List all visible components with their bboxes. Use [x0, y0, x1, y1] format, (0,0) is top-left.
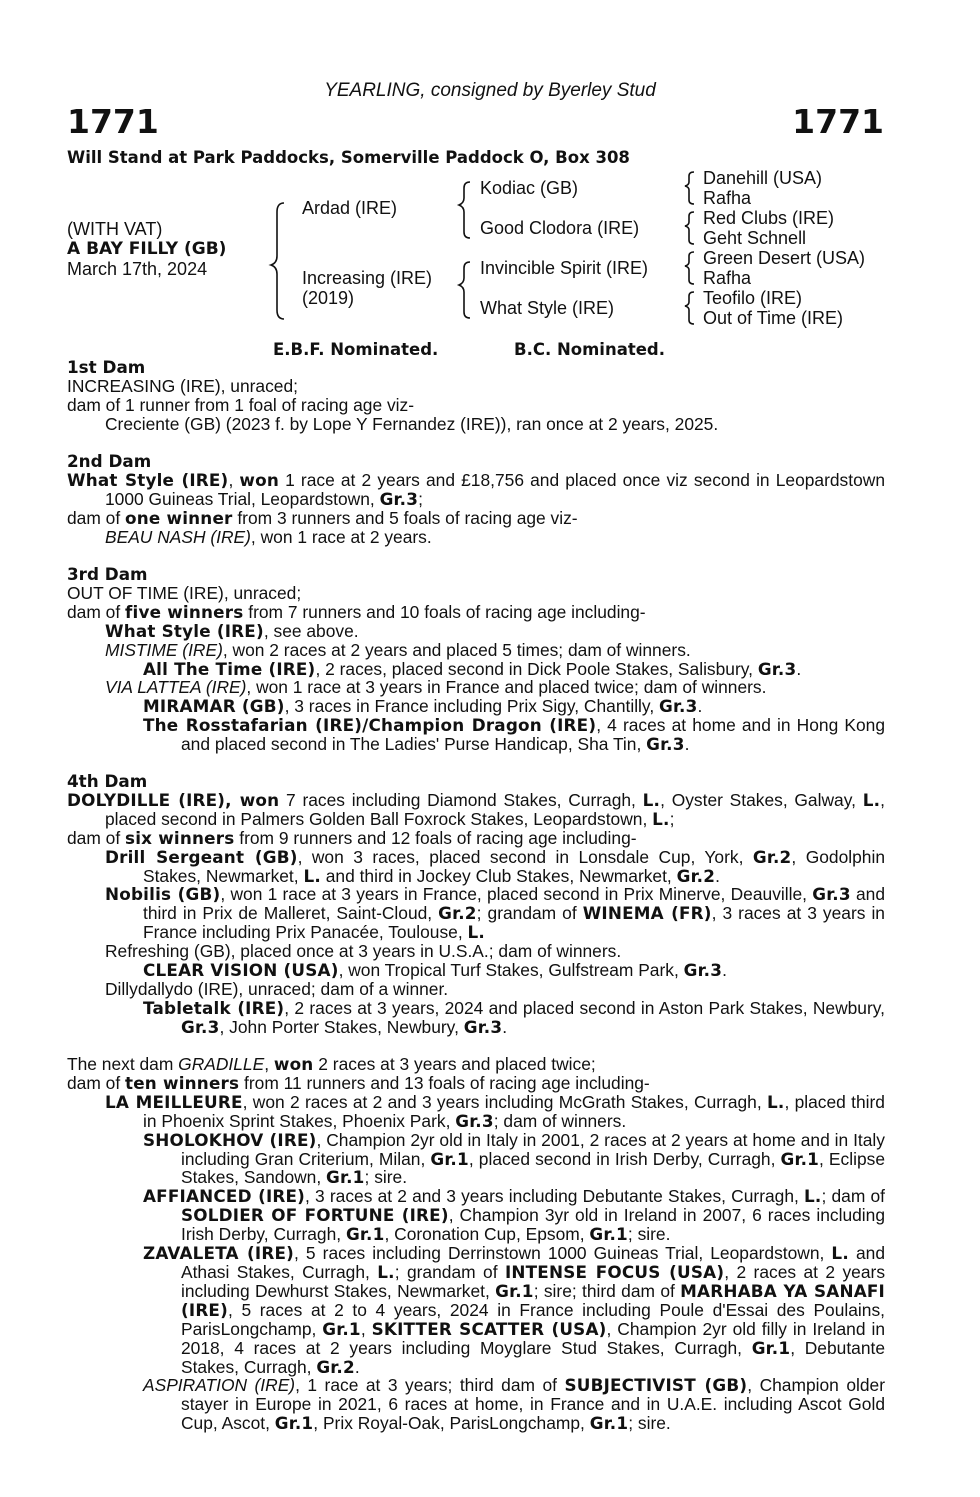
second-dam-heading: 2nd Dam [67, 451, 152, 471]
bc-nominated: B.C. Nominated. [514, 340, 665, 359]
pedigree-sire-dam: Good Clodora (IRE) [480, 218, 640, 238]
brace-g3 [685, 252, 694, 284]
foaling-date: March 17th, 2024 [67, 259, 208, 279]
pedigree-g3-4: Geht Schnell [703, 228, 807, 248]
consignment-subtitle: YEARLING, consigned by Byerley Stud [324, 80, 656, 101]
brace-sire [459, 182, 470, 238]
ebf-nominated: E.B.F. Nominated. [273, 340, 439, 359]
pedigree-g3-1: Danehill (USA) [703, 168, 823, 188]
next-dam-grandprogeny: ZAVALETA (IRE), 5 races including Derrinstown 1000 Guineas Trial, Leopardstown, L. and Athasi Stakes, Curragh, L.; grandam of INTENSE FOCUS (USA), 2 races at 2 years including Dewhurst Stakes, Newmarket, Gr.1; sire; third dam of MARHABA YA SANAFI (IRE), 5 races at 2 to 4 years, 2024 in France including Poule d'Essai des Poulains, ParisLongchamp, Gr.1, SKITTER SCATTER (USA), Champion 2yr old filly in Ireland in 2018, 4 races at 2 years including Moyglare Stud Stakes, Curragh, Gr.1, Debutante Stakes, Curragh, Gr.2. [143, 1243, 886, 1377]
next-dam-produce: dam of ten winners from 11 runners and 13 foals of racing age including- [67, 1072, 650, 1093]
third-dam-line: OUT OF TIME (IRE), unraced; [67, 582, 302, 603]
second-dam-record: What Style (IRE), won 1 race at 2 years and £18,756 and placed once viz second in Leopardstown 1000 Guineas Trial, Leopardstown, Gr.3; [67, 469, 885, 509]
first-dam-section [67, 358, 885, 434]
pedigree-dam-dam: What Style (IRE) [480, 298, 615, 318]
fourth-dam-produce: dam of six winners from 9 runners and 12 foals of racing age including- [67, 827, 637, 848]
fourth-dam-progeny: Dillydallydo (IRE), unraced; dam of a winner. [105, 978, 449, 999]
first-dam-heading: 1st Dam [67, 357, 146, 377]
third-dam-grandprogeny: All The Time (IRE), 2 races, placed second in Dick Poole Stakes, Salisbury, Gr.3. [143, 658, 802, 679]
brace-g1 [685, 172, 694, 204]
fourth-dam-progeny: Nobilis (GB), won 1 race at 3 years in France, placed second in Prix Minerve, Deauville, Gr.3 and third in Prix de Malleret, Saint-Cloud, Gr.2; grandam of WINEMA (FR), 3 races at 3 years in France including Prix Panacée, Toulouse, L. [105, 884, 886, 943]
next-dam-section [67, 1055, 885, 1433]
third-dam-section [67, 565, 885, 754]
pedigree-g3-5: Green Desert (USA) [703, 248, 866, 268]
lot-number-left: 1771 [67, 102, 159, 141]
third-dam-heading: 3rd Dam [67, 564, 148, 584]
lot-number-right: 1771 [792, 102, 884, 141]
pedigree-sire-sire: Kodiac (GB) [480, 178, 579, 198]
pedigree-g3-3: Red Clubs (IRE) [703, 208, 835, 228]
third-dam-grandprogeny: The Rosstafarian (IRE)/Champion Dragon (IRE), 4 races at home and in Hong Kong and placed second in The Ladies' Purse Handicap, Sha Tin, Gr.3. [143, 715, 885, 755]
third-dam-progeny: VIA LATTEA (IRE), won 1 race at 3 years in France and placed twice; dam of winners. [105, 677, 767, 698]
second-dam-progeny: BEAU NASH (IRE), won 1 race at 2 years. [105, 526, 432, 547]
fourth-dam-record: DOLYDILLE (IRE), won 7 races including Diamond Stakes, Curragh, L., Oyster Stakes, Galway, L., placed second in Palmers Golden Ball Foxrock Stakes, Leopardstown, L.; [67, 789, 885, 829]
fourth-dam-heading: 4th Dam [67, 771, 148, 791]
brace-g2 [685, 212, 694, 244]
pedigree-g3-2: Rafha [703, 188, 752, 208]
next-dam-progeny: LA MEILLEURE, won 2 races at 2 and 3 years including McGrath Stakes, Curragh, L., placed third in Phoenix Sprint Stakes, Phoenix Park, Gr.3; dam of winners. [105, 1091, 885, 1131]
pedigree-sire: Ardad (IRE) [302, 198, 398, 218]
brace-dam [459, 262, 470, 318]
next-dam-grandprogeny: SHOLOKHOV (IRE), Champion 2yr old in Italy in 2001, 2 races at 2 years at home and in Italy including Gran Criterium, Milan, Gr.1, placed second in Irish Derby, Curragh, Gr.1, Eclipse Stakes, Sandown, Gr.1; sire. [143, 1129, 885, 1188]
pedigree-g3-7: Teofilo (IRE) [703, 288, 803, 308]
brace-g4 [685, 292, 694, 324]
pedigree-dam: Increasing (IRE) [302, 268, 433, 288]
fourth-dam-progeny: Drill Sergeant (GB), won 3 races, placed second in Lonsdale Cup, York, Gr.2, Godolphin Stakes, Newmarket, L. and third in Jockey Club Stakes, Newmarket, Gr.2. [105, 846, 885, 886]
third-dam-grandprogeny: MIRAMAR (GB), 3 races in France including Prix Sigy, Chantilly, Gr.3. [143, 696, 703, 717]
next-dam-record: The next dam GRADILLE, won 2 races at 3 years and placed twice; [67, 1054, 596, 1074]
pedigree-g3-6: Rafha [703, 268, 752, 288]
fourth-dam-section [67, 772, 885, 1037]
third-dam-produce: dam of five winners from 7 runners and 10 foals of racing age including- [67, 601, 646, 622]
fourth-dam-grandprogeny: Tabletalk (IRE), 2 races at 3 years, 2024 and placed second in Aston Park Stakes, Newbury, Gr.3, John Porter Stakes, Newbury, Gr.3. [143, 997, 885, 1037]
fourth-dam-grandprogeny: CLEAR VISION (USA), won Tropical Turf Stakes, Gulfstream Park, Gr.3. [143, 960, 727, 981]
first-dam-progeny: Creciente (GB) (2023 f. by Lope Y Fernandez (IRE)), ran once at 2 years, 2025. [105, 413, 719, 434]
brace-main [271, 203, 284, 319]
horse-description: A BAY FILLY (GB) [67, 239, 227, 259]
third-dam-progeny: MISTIME (IRE), won 2 races at 2 years and placed 5 times; dam of winners. [105, 639, 691, 660]
first-dam-line: INCREASING (IRE), unraced; [67, 375, 298, 396]
first-dam-produce: dam of 1 runner from 1 foal of racing age viz- [67, 394, 415, 415]
third-dam-progeny: What Style (IRE), see above. [105, 620, 359, 641]
vat-note: (WITH VAT) [67, 219, 163, 239]
pedigree-g3-8: Out of Time (IRE) [703, 308, 844, 328]
pedigree-dam-sire: Invincible Spirit (IRE) [480, 258, 649, 278]
second-dam-produce: dam of one winner from 3 runners and 5 foals of racing age viz- [67, 507, 578, 528]
second-dam-section [67, 452, 885, 547]
next-dam-grandprogeny: ASPIRATION (IRE), 1 race at 3 years; third dam of SUBJECTIVIST (GB), Champion older stayer in Europe in 2021, 6 races at home, in France and in U.A.E. including Ascot Gold Cup, Ascot, Gr.1, Prix Royal-Oak, ParisLongchamp, Gr.1; sire. [143, 1375, 885, 1434]
pedigree-dam-year: (2019) [302, 288, 355, 308]
next-dam-grandprogeny: AFFIANCED (IRE), 3 races at 2 and 3 years including Debutante Stakes, Curragh, L.; dam of SOLDIER OF FORTUNE (IRE), Champion 3yr old in Ireland in 2007, 6 races including Irish Derby, Curragh, Gr.1, Coronation Cup, Epsom, Gr.1; sire. [143, 1186, 885, 1245]
fourth-dam-progeny: Refreshing (GB), placed once at 3 years in U.S.A.; dam of winners. [105, 941, 622, 962]
stabling-location: Will Stand at Park Paddocks, Somerville Paddock O, Box 308 [67, 148, 630, 167]
